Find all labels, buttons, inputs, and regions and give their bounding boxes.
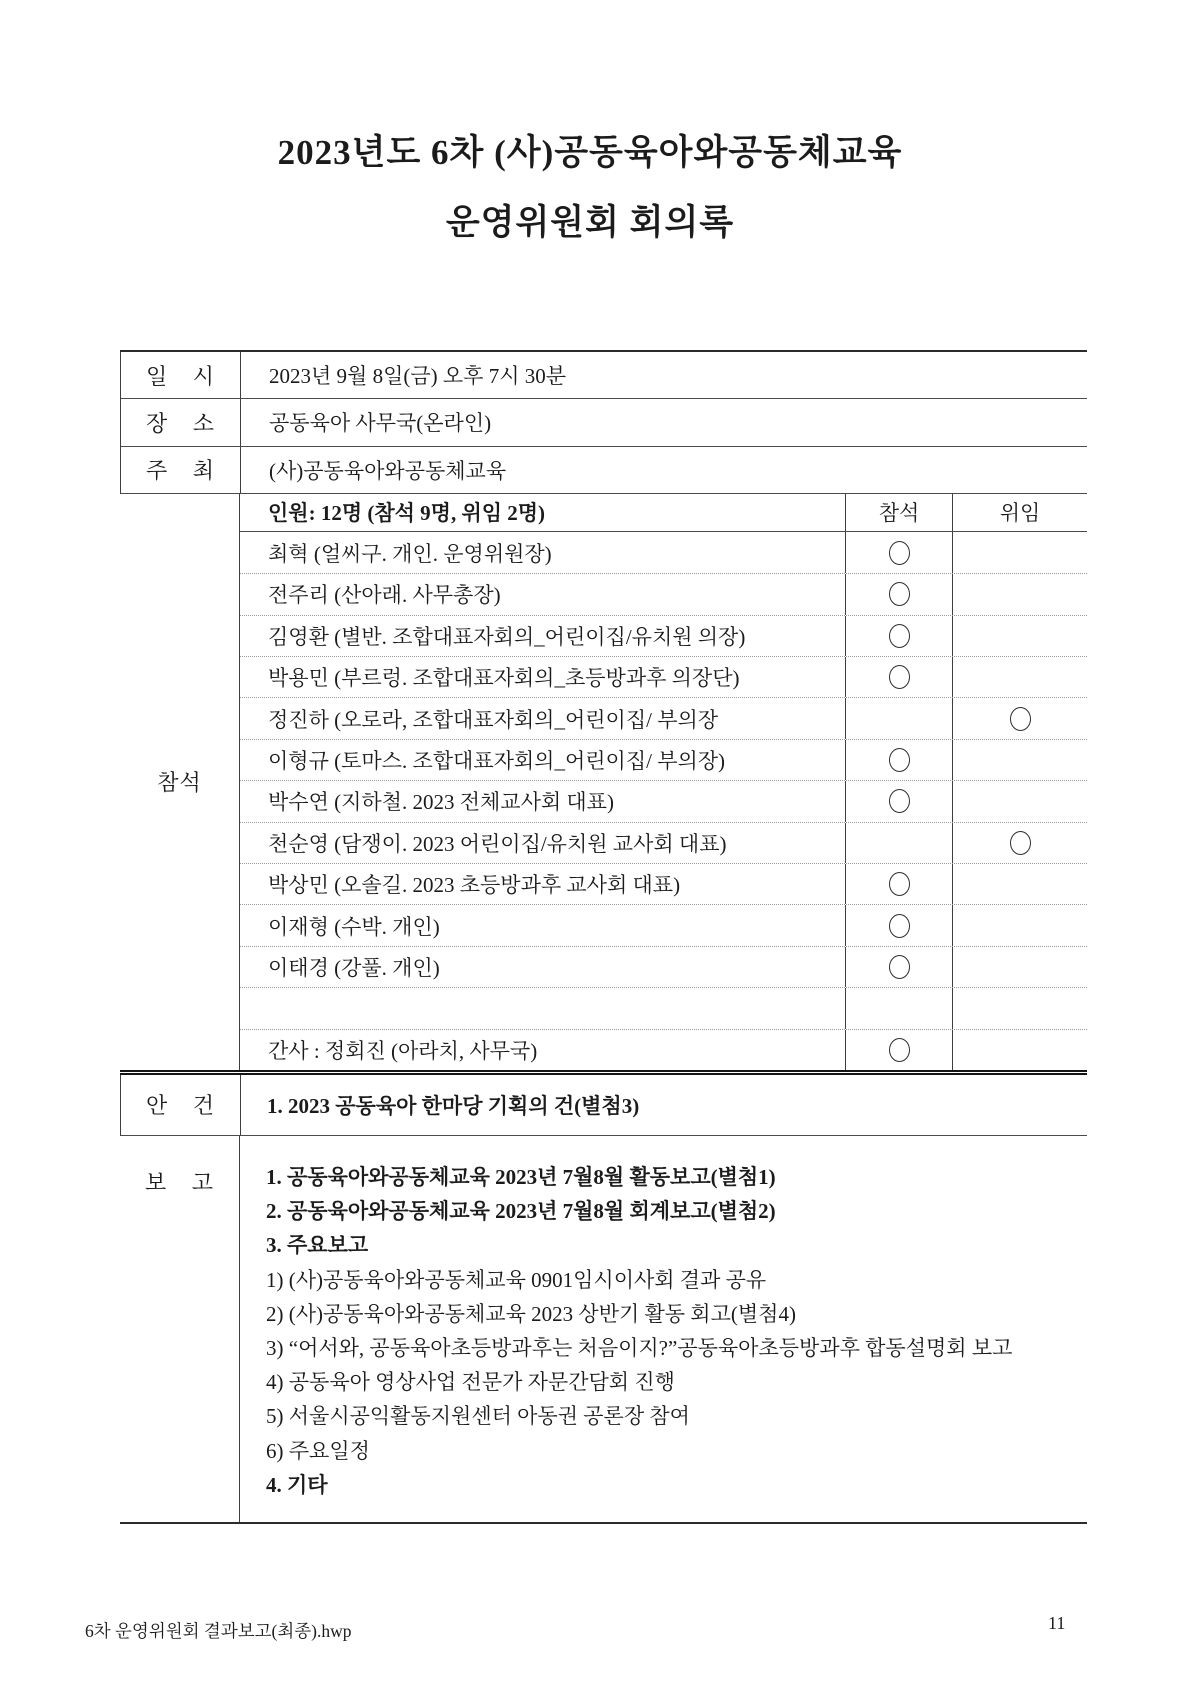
attendee-name: 박수연 (지하철. 2023 전체교사회 대표) [268, 790, 614, 815]
attendance-mark-circle [889, 582, 910, 606]
report-line: 3) “어서와, 공동육아초등방과후는 처음이지?”공동육아초등방과후 합동설명회 보고 [266, 1335, 1013, 1360]
attendee-name: 최혁 (얼씨구. 개인. 운영위원장) [268, 541, 552, 566]
attendance-mark-circle [889, 914, 910, 938]
attendance-mark-circle [889, 1038, 910, 1062]
attendance-section [120, 494, 1087, 1070]
proxy-mark-cell [952, 864, 1087, 904]
meta-row-label: 주 최 [121, 447, 241, 493]
attendee-name [240, 988, 845, 1028]
attendance-mark-circle [889, 541, 910, 565]
column-header-proxy: 위임 [952, 494, 1087, 531]
proxy-mark-cell [952, 823, 1087, 863]
attend-mark-cell [845, 698, 952, 738]
attendance-mark-circle [1010, 831, 1031, 855]
attendee-name: 박용민 (부르렁. 조합대표자회의_초등방과후 의장단) [268, 666, 740, 691]
attend-mark-cell [845, 657, 952, 697]
attendance-mark-circle [1010, 707, 1031, 731]
attend-mark-cell [845, 781, 952, 821]
attendee-name: 김영환 (별반. 조합대표자회의_어린이집/유치원 의장) [268, 624, 746, 649]
attendance-main [240, 494, 1087, 1070]
agenda-label: 안 건 [121, 1075, 241, 1135]
attendee-row [240, 1029, 1087, 1070]
report-line: 6) 주요일정 [266, 1438, 370, 1463]
attendance-mark-circle [889, 665, 910, 689]
attendee-row [240, 697, 1087, 738]
meta-row-value: (사)공동육아와공동체교육 [269, 458, 507, 483]
proxy-mark-cell [952, 657, 1087, 697]
column-header-attend: 참석 [845, 494, 952, 531]
attend-mark-cell [845, 1030, 952, 1070]
proxy-mark-cell [952, 574, 1087, 614]
meeting-meta-section [120, 352, 1087, 494]
page-title [0, 118, 1180, 258]
report-line: 1) (사)공동육아와공동체교육 0901임시이사회 결과 공유 [266, 1267, 767, 1292]
report-row [120, 1136, 1087, 1524]
attendee-row [240, 863, 1087, 904]
attend-mark-cell [845, 864, 952, 904]
attend-mark-cell [845, 947, 952, 987]
attend-mark-cell [845, 740, 952, 780]
meta-row-label: 장 소 [121, 399, 241, 445]
attend-mark-cell [845, 988, 952, 1028]
report-line: 3. 주요보고 [266, 1233, 369, 1258]
attendee-name: 전주리 (산아래. 사무총장) [268, 583, 501, 608]
meta-row-label: 일 시 [121, 352, 241, 398]
agenda-text: 1. 2023 공동육아 한마당 기획의 건(별첨3) [267, 1093, 640, 1118]
meta-row [121, 399, 1087, 446]
page-number: 11 [1048, 1613, 1066, 1633]
attendee-row [240, 822, 1087, 863]
attendee-row [240, 946, 1087, 987]
attendee-row [240, 573, 1087, 614]
agenda-row [120, 1075, 1087, 1136]
meeting-info-table [120, 350, 1087, 1524]
report-body [240, 1136, 1087, 1522]
report-line: 5) 서울시공익활동지원센터 아동권 공론장 참여 [266, 1404, 690, 1429]
attendance-header-row [240, 494, 1087, 532]
proxy-mark-cell [952, 1030, 1087, 1070]
attendance-mark-circle [889, 748, 910, 772]
page-title-line2: 운영위원회 회의록 [445, 203, 735, 242]
proxy-mark-cell [952, 905, 1087, 945]
attendee-row [240, 780, 1087, 821]
report-line: 1. 공동육아와공동체교육 2023년 7월8월 활동보고(별첨1) [266, 1164, 776, 1189]
attend-mark-cell [845, 574, 952, 614]
report-line: 2) (사)공동육아와공동체교육 2023 상반기 활동 회고(별첨4) [266, 1301, 796, 1326]
report-label: 보 고 [120, 1136, 240, 1522]
attendee-name: 이태경 (강풀. 개인) [268, 955, 440, 980]
attendance-mark-circle [889, 872, 910, 896]
attendee-name: 정진하 (오로라, 조합대표자회의_어린이집/ 부의장 [268, 707, 719, 732]
proxy-mark-cell [952, 781, 1087, 821]
attend-mark-cell [845, 905, 952, 945]
attendee-name: 천순영 (담쟁이. 2023 어린이집/유치원 교사회 대표) [268, 831, 727, 856]
attendee-name: 이재형 (수박. 개인) [268, 914, 440, 939]
meta-row-value: 공동육아 사무국(온라인) [269, 411, 492, 436]
proxy-mark-cell [952, 947, 1087, 987]
attendance-mark-circle [889, 624, 910, 648]
report-line: 4) 공동육아 영상사업 전문가 자문간담회 진행 [266, 1370, 675, 1395]
report-line: 4. 기타 [266, 1472, 328, 1497]
proxy-mark-cell [952, 740, 1087, 780]
attendance-mark-circle [889, 955, 910, 979]
meta-row [121, 352, 1087, 399]
footer-filename: 6차 운영위원회 결과보고(최종).hwp [85, 1621, 352, 1641]
meta-row-value: 2023년 9월 8일(금) 오후 7시 30분 [269, 364, 567, 389]
report-line: 2. 공동육아와공동체교육 2023년 7월8월 회계보고(별첨2) [266, 1199, 776, 1224]
attendee-row [240, 656, 1087, 697]
attendee-row [240, 739, 1087, 780]
page-title-line1: 2023년도 6차 (사)공동육아와공동체교육 [277, 133, 903, 172]
attendee-name: 이형규 (토마스. 조합대표자회의_어린이집/ 부의장) [268, 749, 726, 774]
attend-mark-cell [845, 532, 952, 573]
proxy-mark-cell [952, 698, 1087, 738]
proxy-mark-cell [952, 988, 1087, 1028]
attend-mark-cell [845, 823, 952, 863]
attendee-row [240, 532, 1087, 573]
proxy-mark-cell [952, 616, 1087, 656]
attendance-summary: 인원: 12명 (참석 9명, 위임 2명) [268, 501, 546, 526]
attendee-row [240, 987, 1087, 1028]
proxy-mark-cell [952, 532, 1087, 573]
attendee-row [240, 904, 1087, 945]
attendance-section-label: 참석 [120, 494, 240, 1070]
attendance-rows [240, 532, 1087, 1070]
meta-row [121, 447, 1087, 494]
attendee-name: 간사 : 정회진 (아라치, 사무국) [268, 1038, 538, 1063]
attendee-row [240, 615, 1087, 656]
attend-mark-cell [845, 616, 952, 656]
attendee-name: 박상민 (오솔길. 2023 초등방과후 교사회 대표) [268, 873, 681, 898]
attendance-mark-circle [889, 789, 910, 813]
